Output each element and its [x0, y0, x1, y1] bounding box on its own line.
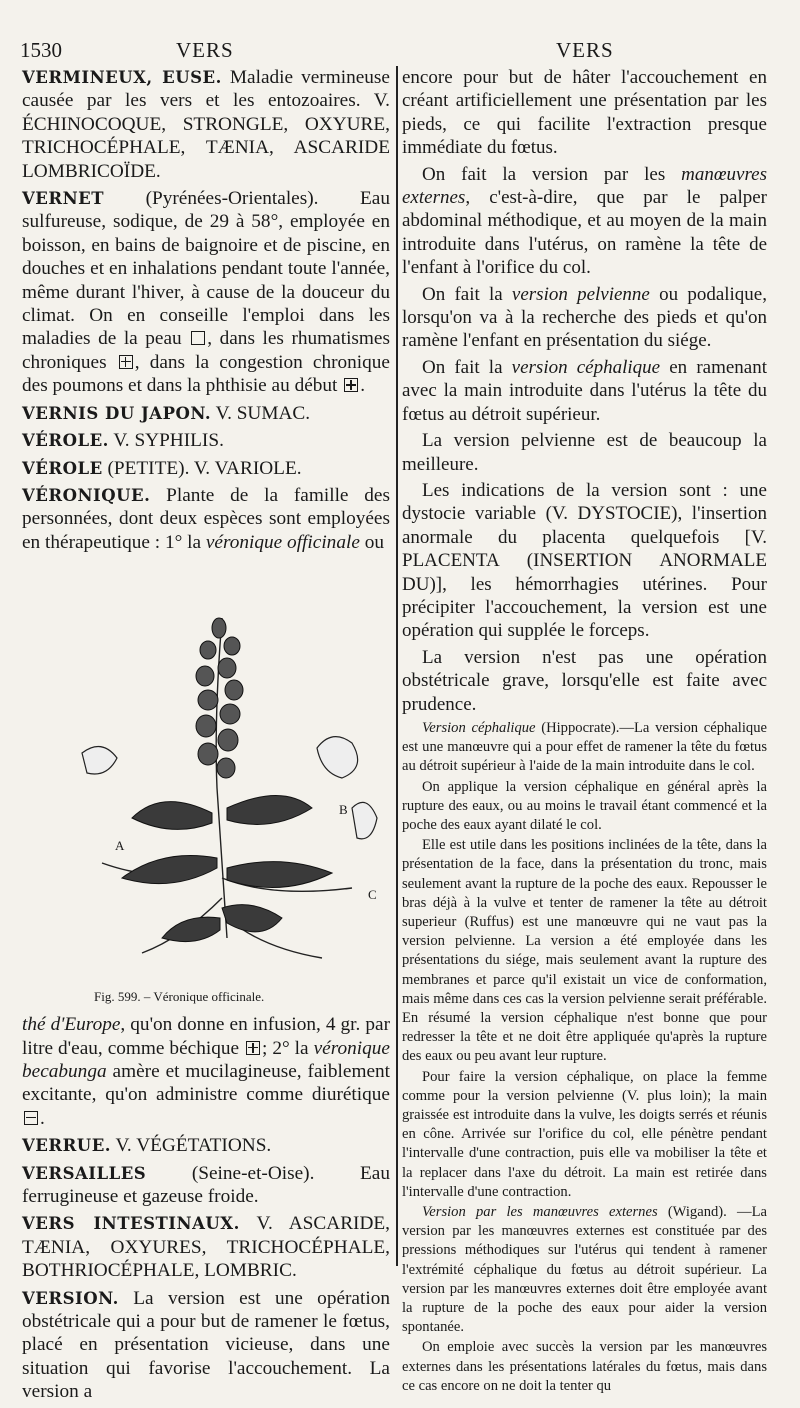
headword: VERMINEUX, EUSE.: [22, 68, 222, 87]
plus-square-icon: [344, 378, 358, 392]
plus-square-icon: [246, 1041, 260, 1055]
entry-vermineux: [22, 66, 390, 183]
paragraph: [402, 1203, 767, 1337]
plus-square-icon: [119, 355, 133, 369]
entry-petite-verole: [22, 457, 390, 480]
entry-text: , dans les rhumatismes chroniques: [22, 328, 390, 373]
paragraph-text: , c'est-à-dire, que par le palper abdominal méthodique, et au moyen de la main introduite dans l'utérus, on ramène la tête de l'enfant à l'orifice du col.: [402, 187, 767, 279]
paragraph-italic: version céphalique: [511, 356, 661, 378]
paragraph-text: On fait la version par les: [422, 163, 682, 185]
headword: VERNET: [22, 189, 105, 209]
entry-version: [22, 1287, 390, 1404]
entry-text: ou: [359, 531, 384, 553]
page-header: [0, 38, 800, 68]
paragraph: On applique la version céphalique en général après la rupture des eaux, ou au moins le travail étant commencé et la poche des eaux ayant dilaté le col.: [402, 778, 767, 833]
right-column: [402, 66, 767, 1397]
entry-text: V. VÉGÉTATIONS.: [111, 1135, 272, 1157]
version-detail-text: [402, 719, 767, 1396]
entry-text: La version est une opération obstétricale qui a pour but de ramener le fœtus, placé en présentation vicieuse, dans une situation qui favorise l'accouchement. La version a: [22, 1287, 390, 1403]
entry-text-italic: véronique officinale: [205, 531, 360, 553]
paragraph: La version n'est pas une opération obstétricale grave, lorsqu'elle est faite avec prudence.: [402, 646, 767, 715]
entry-vernis: [22, 402, 390, 425]
paragraph-italic: manœuvres externes: [402, 163, 767, 209]
entry-veronique: [22, 484, 390, 554]
running-head-left: VERS: [176, 38, 234, 62]
paragraph-italic: version pelvienne: [511, 283, 650, 305]
paragraph-text: On fait la: [422, 283, 512, 305]
headword: VERSION.: [22, 1288, 119, 1308]
entry-text: V. SUMAC.: [211, 402, 311, 424]
running-head-right: VERS: [556, 38, 614, 62]
entry-text: (PETITE). V. VARIOLE.: [102, 457, 302, 479]
entry-text: amère et mucilagineuse, faiblement excitante, qu'on administre comme diurétique: [22, 1060, 390, 1106]
column-divider: [396, 66, 398, 1266]
paragraph-italic: Version par les manœuvres externes: [422, 1204, 658, 1221]
figure-veronique: [22, 558, 390, 1013]
paragraph: La version pelvienne est de beaucoup la meilleure.: [402, 430, 767, 475]
entry-text-italic: véronique becabunga: [22, 1037, 390, 1082]
headword: VERSAILLES: [22, 1163, 147, 1183]
figure-caption: Fig. 599. – Véronique officinale.: [94, 989, 265, 1005]
entry-text: , qu'on donne en infusion, 4 gr. par litre d'eau, comme béchique: [22, 1014, 390, 1059]
paragraph: [402, 719, 767, 777]
figure-label-a: A: [115, 838, 125, 854]
veronica-illustration: [22, 558, 390, 983]
entry-versailles: [22, 1162, 390, 1209]
entry-text: V. SYPHILIS.: [108, 430, 224, 452]
paragraph-italic: Version céphalique: [422, 719, 536, 736]
entry-text: ; 2° la: [262, 1037, 314, 1059]
figure-label-c: C: [368, 887, 377, 903]
entry-text: (Pyrénées-Orientales). Eau sulfureuse, sodique, de 29 à 58°, employée en boisson, en bains de baignoire et de piscine, en douches et en inhalations pendant toute l'année, même durant l'hiver, à cause de la douceur du climat. On en conseille l'emploi dans les maladies de la peau: [22, 188, 390, 350]
entry-text: .: [40, 1107, 45, 1129]
minus-square-icon: [24, 1111, 38, 1125]
entry-text: Maladie vermineuse causée par les vers et les entozoaires. V. ÉCHINOCOQUE, STRONGLE, OXYURE, TRICHOCÉPHALE, TÆNIA, ASCARIDE LOMBRICOÏDE.: [22, 67, 390, 182]
paragraph: [402, 283, 767, 353]
paragraph-text: On fait la: [422, 356, 512, 378]
paragraph-text: en ramenant avec la main introduite dans l'utérus la tête du fœtus au détroit supérieur.: [402, 356, 767, 425]
headword: VÉRONIQUE.: [22, 485, 151, 505]
entry-text: Plante de la famille des personnées, dont deux espèces sont employées en thérapeutique : 1° la: [22, 484, 390, 553]
paragraph: [402, 163, 767, 280]
paragraph: Elle est utile dans les positions inclinées de la tête, dans la présentation de la face, dans la présentation du tronc, mais seulement avant la rupture de la poche des eaux. Repousser le bras déjà à la vulve et tenter de ramener la tête au détroit superieur (Ruffus) est une manœuvre qui ne vaut pas la version pelvienne. La version a été employée dans les présentations du siége, mais seulement avant la rupture des membranes et parce qu'il existait un vice de conformation, mais même dans ces cas la version pelvienne serait préférable. En résumé la version céphalique n'est bonne que pour redresser la tête et ne doit être appliquée qu'après la rupture des eaux ou peu avant leur rupture.: [402, 837, 767, 1065]
entry-veronique-continued: [22, 1013, 390, 1130]
entry-text: .: [360, 375, 366, 397]
paragraph: encore pour but de hâter l'accouchement en créant artificiellement une présentation par les pieds, ce qui facilite l'extraction presque immédiate du fœtus.: [402, 67, 767, 159]
headword: VERNIS DU JAPON.: [22, 403, 212, 423]
entry-vernet: [22, 187, 390, 398]
empty-square-icon: [191, 331, 205, 345]
paragraph: [402, 356, 767, 426]
paragraph-text: (Wigand). —La version par les manœuvres externes est constituée par des pressions méthodiques sur l'utérus qui tendent à ramener l'extrémité céphalique du fœtus au détroit supérieur. La version par les manœuvres externes doit être employée avant la rupture de la poche des eaux pour aider la version spontanée.: [402, 1204, 767, 1336]
page-number: 1530: [20, 38, 62, 62]
paragraph: Pour faire la version céphalique, on place la femme comme pour la version pelvienne (V. plus loin); la main graissée est introduite dans la vulve, les doigts serrés et réunis en cône. Arrivée sur l'orifice du col, elle pénètre pendant l'intervalle d'une contraction, puis elle va mobiliser la tête et la replacer dans l'axe du détroit. La main est retirée dans l'intervalle d'une contraction.: [402, 1068, 767, 1200]
entry-verole: [22, 429, 390, 452]
paragraph: On emploie avec succès la version par les manœuvres externes dans les présentations latérales du fœtus, mais dans ce cas encore on ne doit la tenter qu: [402, 1339, 767, 1394]
entry-text: , dans la congestion chronique des poumons et dans la phthisie au début: [22, 351, 390, 397]
entry-text-italic: thé d'Europe: [22, 1014, 121, 1036]
paragraph: Les indications de la version sont : une dystocie variable (V. DYSTOCIE), l'insertion anormale du placenta quelquefois [V. PLACENTA (INSERTION ANORMALE DU)], les hémorrhagies utérines. Pour précipiter l'accouchement, la version est une opération qui supplée le forceps.: [402, 479, 767, 642]
paragraph-text: (Hippocrate).—La version céphalique est une manœuvre qui a pour effet de ramener la tête du fœtus au détroit supérieur à l'aide de la main introduite dans le col.: [402, 719, 767, 775]
left-column: [22, 66, 390, 1408]
figure-label-b: B: [339, 802, 348, 818]
entry-text: (Seine-et-Oise). Eau ferrugineuse et gazeuse froide.: [22, 1162, 390, 1207]
headword: VÉROLE.: [22, 431, 109, 451]
entry-verrue: [22, 1134, 390, 1157]
paragraph-text: ou podalique, lorsqu'on va à la recherche des pieds et qu'on ramène l'enfant en présentation du siége.: [402, 283, 767, 352]
headword: VERRUE.: [22, 1136, 112, 1156]
version-main-text: [402, 66, 767, 716]
headword: VERS INTESTINAUX.: [22, 1214, 240, 1234]
entry-text: V. ASCARIDE, TÆNIA, OXYURES, TRICHOCÉPHALE, BOTHRIOCÉPHALE, LOMBRIC.: [22, 1213, 390, 1282]
headword: VÉROLE: [22, 458, 103, 478]
entry-vers-intestinaux: [22, 1212, 390, 1282]
